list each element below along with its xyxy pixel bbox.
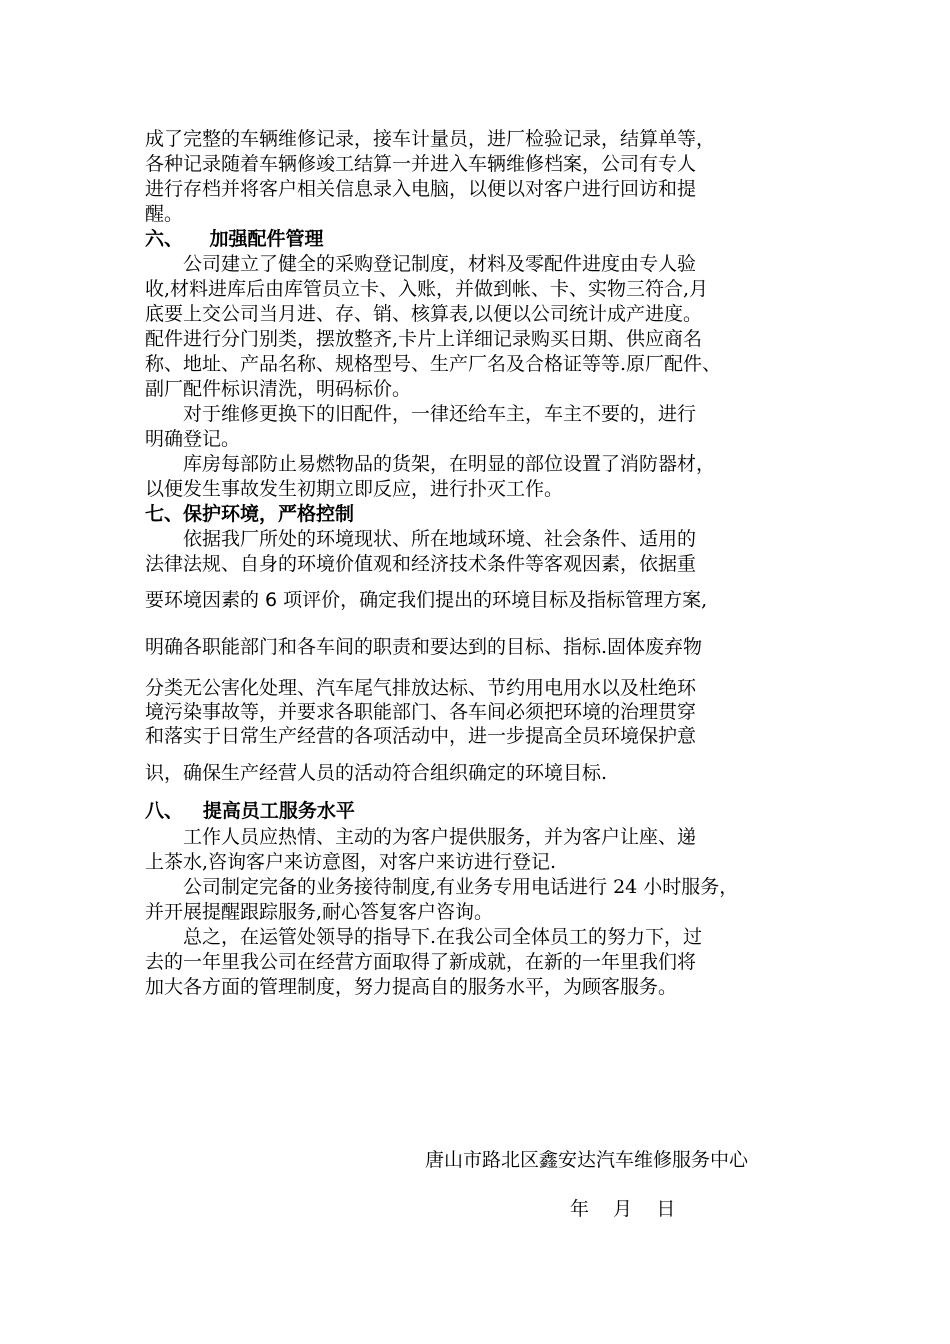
- s7-line-8: 识，确保生产经营人员的活动符合组织确定的环境目标.: [145, 762, 608, 784]
- signature-organization: 唐山市路北区鑫安达汽车维修服务中心: [425, 1149, 749, 1171]
- s7-line-2: 法律法规、自身的环境价值观和经济技术条件等客观因素，依据重: [145, 553, 697, 575]
- s6-p1-line-1: 公司建立了健全的采购登记制度，材料及零配件进度由专人验: [183, 253, 697, 275]
- intro-line-4: 醒。: [145, 203, 184, 225]
- intro-line-2: 各种记录随着车辆修竣工结算一并进入车辆维修档案，公司有专人: [145, 153, 697, 175]
- s8-p1-line-1: 工作人员应热情、主动的为客户提供服务，并为客户让座、递: [183, 826, 697, 848]
- s6-p2-line-1: 对于维修更换下的旧配件，一律还给车主，车主不要的，进行: [183, 403, 697, 425]
- s6-p3-line-2: 以便发生事故发生初期立即反应，进行扑灭工作。: [145, 478, 564, 500]
- s6-p1-line-4: 配件进行分门别类，摆放整齐,卡片上详细记录购买日期、供应商名: [145, 328, 703, 350]
- s6-p2-line-2: 明确登记。: [145, 428, 241, 450]
- s8-p3-line-1: 总之，在运管处领导的指导下.在我公司全体员工的努力下，过: [183, 926, 703, 948]
- s7-line-6: 境污染事故等，并要求各职能部门、各车间必须把环境的治理贯穿: [145, 701, 697, 723]
- intro-line-1: 成了完整的车辆维修记录，接车计量员，进厂检验记录，结算单等，: [145, 128, 716, 150]
- section-8-heading: 八、 提高员工服务水平: [145, 800, 355, 822]
- s7-line-3-number: 6: [265, 589, 278, 611]
- s7-line-3-part-b: 项评价，确定我们提出的环境目标及指标管理方案,: [283, 589, 708, 611]
- section-7-heading: 七、保护环境，严格控制: [145, 503, 355, 525]
- signature-date: 年 月 日: [570, 1198, 676, 1220]
- s7-line-3: [145, 587, 707, 613]
- section-6-heading: 六、 加强配件管理: [145, 228, 324, 250]
- s8-p2-line-2: 并开展提醒跟踪服务,耐心答复客户咨询。: [145, 901, 494, 923]
- s6-p1-line-5: 称、地址、产品名称、规格型号、生产厂名及合格证等等.原厂配件、: [145, 353, 722, 375]
- s7-line-1: 依据我厂所处的环境现状、所在地域环境、社会条件、适用的: [183, 528, 697, 550]
- s6-p1-line-2: 收,材料进库后由库管员立卡、入账，并做到帐、卡、实物三符合,月: [145, 278, 709, 300]
- s6-p1-line-3: 底要上交公司当月进、存、销、核算表,以便以公司统计成产进度。: [145, 303, 703, 325]
- s8-p2-line-1: 公司制定完备的业务接待制度,有业务专用电话进行 24 小时服务，: [183, 876, 739, 898]
- s8-p1-line-2: 上茶水,咨询客户来访意图，对客户来访进行登记.: [145, 851, 557, 873]
- s7-line-5: 分类无公害化处理、汽车尾气排放达标、节约用电用水以及杜绝环: [145, 677, 697, 699]
- s7-line-7: 和落实于日常生产经营的各项活动中，进一步提高全员环境保护意: [145, 725, 697, 747]
- s6-p1-line-6: 副厂配件标识清洗，明码标价。: [145, 378, 412, 400]
- intro-line-3: 进行存档并将客户相关信息录入电脑，以便以对客户进行回访和提: [145, 178, 697, 200]
- s6-p3-line-1: 库房每部防止易燃物品的货架，在明显的部位设置了消防器材，: [183, 453, 716, 475]
- s7-line-3-part-a: 要环境因素的: [145, 589, 260, 611]
- s8-p3-line-3: 加大各方面的管理制度，努力提高自的服务水平，为顾客服务。: [145, 976, 678, 998]
- s7-line-4: 明确各职能部门和各车间的职责和要达到的目标、指标.固体废弃物: [145, 636, 703, 658]
- s8-p3-line-2: 去的一年里我公司在经营方面取得了新成就，在新的一年里我们将: [145, 951, 697, 973]
